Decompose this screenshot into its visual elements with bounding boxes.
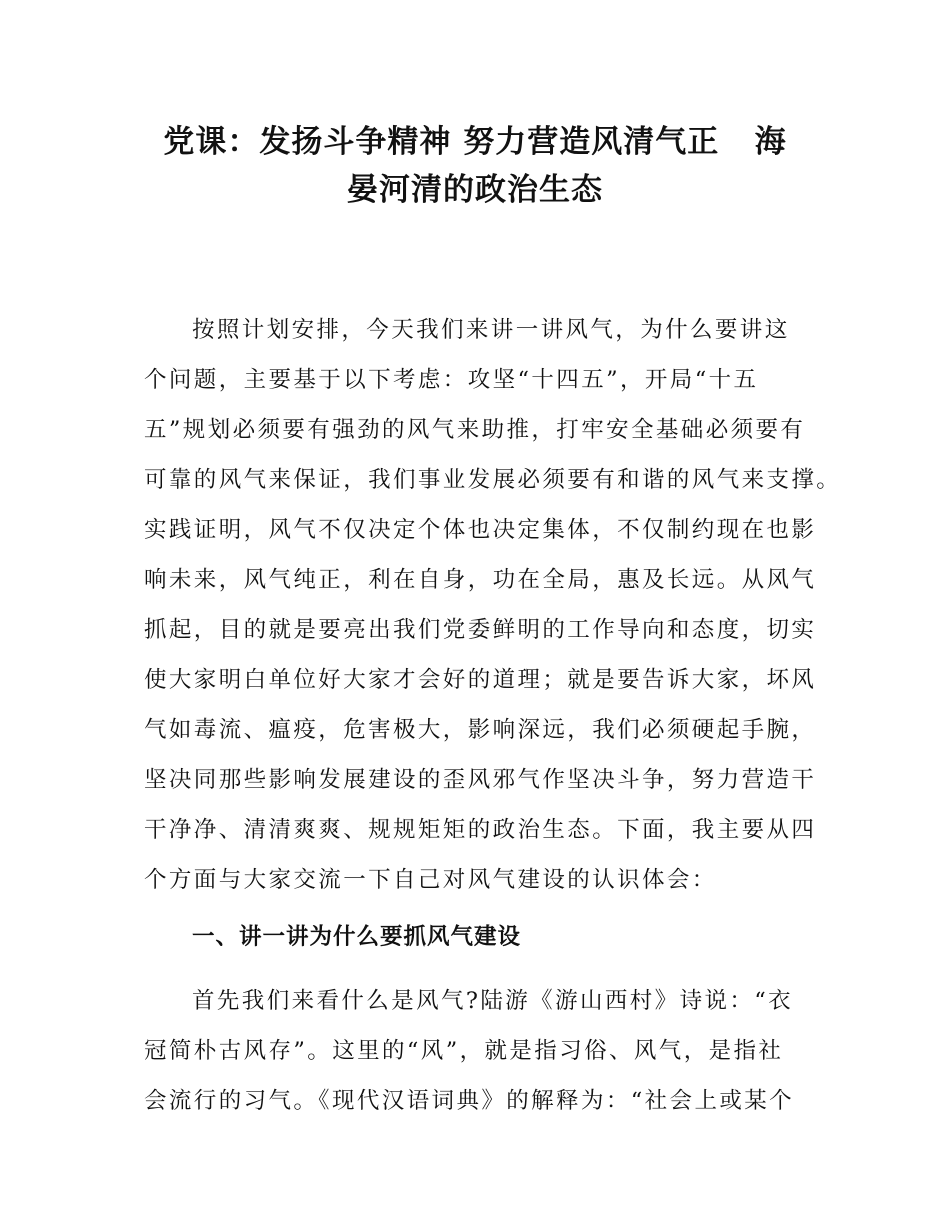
paragraph-line: 按照计划安排，今天我们来讲一讲风气，为什么要讲这: [192, 317, 790, 343]
title-line-1: 党课：发扬斗争精神 努力营造风清气正 海: [163, 124, 787, 160]
paragraph-line: 干净净、清清爽爽、规规矩矩的政治生态。下面，我主要从四: [144, 817, 817, 843]
paragraph-line: 气如毒流、瘟疫，危害极大，影响深远，我们必须硬起手腕，: [144, 717, 817, 743]
paragraph-line: 个问题，主要基于以下考虑：攻坚“十四五”，开局“十五: [144, 367, 759, 393]
paragraph-line: 冠简朴古风存”。这里的“风”，就是指习俗、风气，是指社: [144, 1038, 784, 1064]
section-1-heading: 一、讲一讲为什么要抓风气建设: [192, 924, 522, 950]
paragraph-line: 可靠的风气来保证，我们事业发展必须要有和谐的风气来支撑。: [144, 467, 842, 493]
paragraph-line: 响未来，风气纯正，利在自身，功在全局，惠及长远。从风气: [144, 567, 817, 593]
title-line-2: 晏河清的政治生态: [347, 172, 603, 208]
paragraph-line: 抓起，目的就是要亮出我们党委鲜明的工作导向和态度，切实: [144, 617, 817, 643]
paragraph-line: 实践证明，风气不仅决定个体也决定集体，不仅制约现在也影: [144, 517, 817, 543]
section-1-paragraph: [144, 976, 834, 1126]
paragraph-line: 五”规划必须要有强劲的风气来助推，打牢安全基础必须要有: [144, 417, 806, 443]
paragraph-line: 坚决同那些影响发展建设的歪风邪气作坚决斗争，努力营造干: [144, 767, 817, 793]
paragraph-line: 个方面与大家交流一下自己对风气建设的认识体会：: [144, 867, 717, 893]
paragraph-line: 使大家明白单位好大家才会好的道理；就是要告诉大家，坏风: [144, 667, 817, 693]
document-title: [120, 118, 830, 214]
paragraph-line: 首先我们来看什么是风气?陆游《游山西村》诗说：“衣: [192, 988, 794, 1014]
paragraph-line: 会流行的习气。《现代汉语词典》的解释为：“社会上或某个: [144, 1088, 795, 1114]
intro-paragraph: [144, 305, 842, 905]
